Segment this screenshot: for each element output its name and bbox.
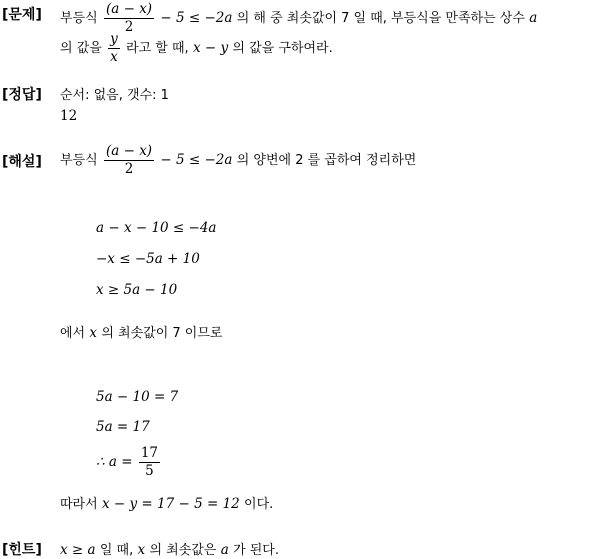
solution-step-3: x ≥ 5a − 10	[96, 282, 178, 298]
hint-text-3: 가 된다.	[233, 543, 280, 558]
hint-text-1: 일 때,	[99, 543, 134, 558]
solution-middle-var: x	[89, 325, 98, 341]
problem-line2-expr: x − y	[192, 40, 229, 56]
hint-expr-3: a	[220, 542, 229, 558]
problem-frac-num: (a − x)	[105, 1, 153, 17]
solution-frac-num: (a − x)	[105, 143, 153, 159]
solution-middle-text: 의 최솟값이 7 이므로	[101, 326, 223, 341]
problem-prefix: 부등식	[60, 11, 98, 26]
solution-intro	[60, 142, 416, 178]
hint-label: [힌트]	[2, 542, 42, 558]
solution-label: [해설]	[2, 154, 42, 170]
answer-label: [정답]	[2, 87, 42, 103]
solution-conclusion-suffix: 이다.	[244, 497, 274, 512]
problem-line2-suffix: 의 값을 구하여라.	[232, 41, 333, 56]
solution-fraction	[104, 143, 154, 178]
problem-line2-prefix: 의 값을	[60, 41, 102, 56]
hint-text-2: 의 최솟값은	[149, 543, 217, 558]
problem-frac2-num: y	[110, 31, 118, 47]
solution-therefore-text: ∴ a =	[96, 454, 133, 470]
problem-inequality: − 5 ≤ −2a	[160, 10, 233, 26]
problem-fraction-yx	[108, 31, 120, 66]
hint-expr-1: x ≥ a	[60, 542, 96, 558]
solution-inequality: − 5 ≤ −2a	[160, 152, 233, 168]
solution-middle	[60, 322, 222, 341]
solution-therefore-fraction	[139, 445, 160, 480]
solution-step-2: −x ≤ −5a + 10	[96, 251, 200, 267]
solution-conclusion	[60, 493, 273, 512]
problem-mid-text: 의 해 중 최솟값이 7 일 때, 부등식을 만족하는 상수	[236, 11, 525, 26]
problem-frac-den: 2	[124, 19, 134, 35]
problem-line2-mid: 라고 할 때,	[126, 41, 189, 56]
hint-expr-2: x	[137, 542, 146, 558]
solution-conclusion-expr: x − y = 17 − 5 = 12	[101, 496, 240, 512]
solution-step-4: 5a − 10 = 7	[96, 389, 179, 405]
solution-step-1: a − x − 10 ≤ −4a	[96, 220, 217, 236]
solution-middle-prefix: 에서	[60, 326, 86, 341]
hint-line	[60, 539, 279, 558]
problem-var-a: a	[529, 10, 538, 26]
solution-frac-den: 2	[124, 161, 134, 177]
solution-intro-prefix: 부등식	[60, 153, 98, 168]
problem-frac2-den: x	[110, 49, 118, 65]
problem-label: [문제]	[2, 7, 42, 23]
solution-therefore-den: 5	[145, 463, 154, 479]
solution-intro-suffix: 의 양변에 2 를 곱하여 정리하면	[236, 153, 417, 168]
solution-therefore-num: 17	[140, 445, 159, 461]
problem-line-2	[60, 30, 333, 66]
solution-conclusion-prefix: 따라서	[60, 497, 98, 512]
solution-step-5: 5a = 17	[96, 419, 150, 435]
answer-line-2: 12	[60, 108, 78, 124]
solution-therefore	[96, 442, 162, 482]
answer-line-1: 순서: 없음, 갯수: 1	[60, 88, 169, 103]
